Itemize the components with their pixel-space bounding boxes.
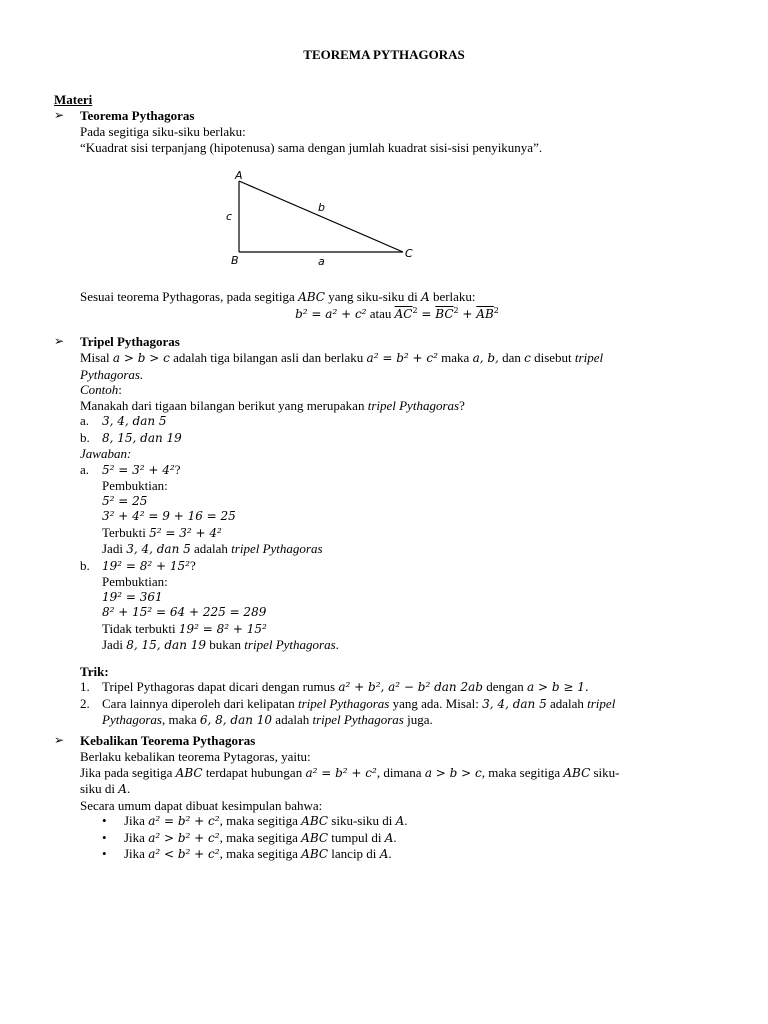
contoh-label: Contoh: [80,382,122,397]
side-c-label: c [226,210,233,223]
pythagoras-formula: b² = a² + c² atau $\overline{AC}^2 = \overline{BC}^2 + \overline{AB}^2$ [295,305,499,321]
vertex-A-label: A [235,169,243,182]
side-b-line [239,181,403,252]
answer-a-question: a. 5² = 3² + 4²? [80,461,181,477]
tidak-terbukti-line: Tidak terbukti 19² = 8² + 15² [102,620,267,636]
proof-line: 8² + 15² = 64 + 225 = 289 [102,605,267,619]
terbukti-line: Terbukti 5² = 3² + 4² [102,524,222,540]
jika-line-2: siku di A. [80,781,131,796]
trik-item-2: 2. Cara lainnya diperoleh dari kelipatan tripel Pythagoras yang ada. Misal: 3, 4, dan 5 adalah tripel Pythagoras, maka 6, 8, dan 10 adalah tripel Pythagoras juga. [80,695,616,727]
proof-line: 19² = 361 [102,589,163,604]
arrow-bullet-icon: ➢ [54,108,65,122]
misal-line-2: Pythagoras. [80,366,144,382]
trik-label: Trik: [80,663,109,679]
materi-heading: Materi [54,92,93,107]
section-title: Kebalikan Teorema Pythagoras [80,733,256,748]
conclusion-line: Jadi 3, 4, dan 5 adalah tripel Pythagoras [102,541,323,556]
vertex-B-label: B [231,254,239,267]
quote-line: “Kuadrat sisi terpanjang (hipotenusa) sama dengan jumlah kuadrat sisi-sisi penyikunya”. [80,139,543,155]
section-heading [54,733,714,749]
right-triangle-figure [220,165,420,275]
bullet-dot-icon: • [102,846,107,861]
conclusion-bullet: • Jika a² = b² + c², maka segitiga ABC siku-siku di A. [102,813,408,828]
pembuktian-label: Pembuktian: [102,574,168,589]
bullet-dot-icon: • [102,829,107,845]
section-teorema-statement [54,289,714,322]
option-b: b. 8, 15, dan 19 [80,429,182,445]
side-b-label: b [318,201,325,214]
jawaban-label: Jawaban: [80,446,132,461]
intro-line: Berlaku kebalikan teorema Pytagoras, yaitu: [80,749,311,764]
section-title: Tripel Pythagoras [80,334,180,349]
section-tripel [54,334,714,729]
bullet-dot-icon: • [102,813,107,828]
proof-line: 5² = 25 [102,493,148,508]
conclusion-bullet: • Jika a² < b² + c², maka segitiga ABC lancip di A. [102,846,392,861]
answer-b-question: b. 19² = 8² + 15²? [80,557,196,573]
section-heading [54,108,714,124]
statement-line: Sesuai teorema Pythagoras, pada segitiga ABC yang siku-siku di A berlaku: [80,289,476,304]
intro-line: Pada segitiga siku-siku berlaku: [80,124,246,139]
side-a-label: a [318,255,325,268]
arrow-bullet-icon: ➢ [54,334,65,348]
section-kebalikan [54,733,714,863]
conclusion-line: Jadi 8, 15, dan 19 bukan tripel Pythagoras. [102,637,339,652]
section-teorema [54,108,714,155]
answer-b-proof [80,574,714,654]
vertex-C-label: C [405,247,413,260]
option-a: a. 3, 4, dan 5 [80,413,167,428]
section-title: Teorema Pythagoras [80,108,195,123]
misal-line: Misal a > b > c adalah tiga bilangan asli dan berlaku a² = b² + c² maka a, b, dan c disebut tripel [80,350,604,365]
jika-line: Jika pada segitiga ABC terdapat hubungan a² = b² + c², dimana a > b > c, maka segitiga ABC siku- [80,764,620,780]
question-line: Manakah dari tigaan bilangan berikut yang merupakan tripel Pythagoras? [80,397,465,413]
answer-a-proof [80,478,714,558]
section-heading [54,334,714,350]
arrow-bullet-icon: ➢ [54,733,65,747]
secara-line: Secara umum dapat dibuat kesimpulan bahwa: [80,797,323,813]
page-title: TEOREMA PYTHAGORAS [303,47,465,62]
conclusion-bullet: • Jika a² > b² + c², maka segitiga ABC tumpul di A. [102,829,397,845]
proof-line: 3² + 4² = 9 + 16 = 25 [102,509,236,523]
trik-item-1: 1. Tripel Pythagoras dapat dicari dengan rumus a² + b², a² − b² dan 2ab dengan a > b ≥ 1. [80,679,589,694]
pembuktian-label: Pembuktian: [102,478,168,493]
